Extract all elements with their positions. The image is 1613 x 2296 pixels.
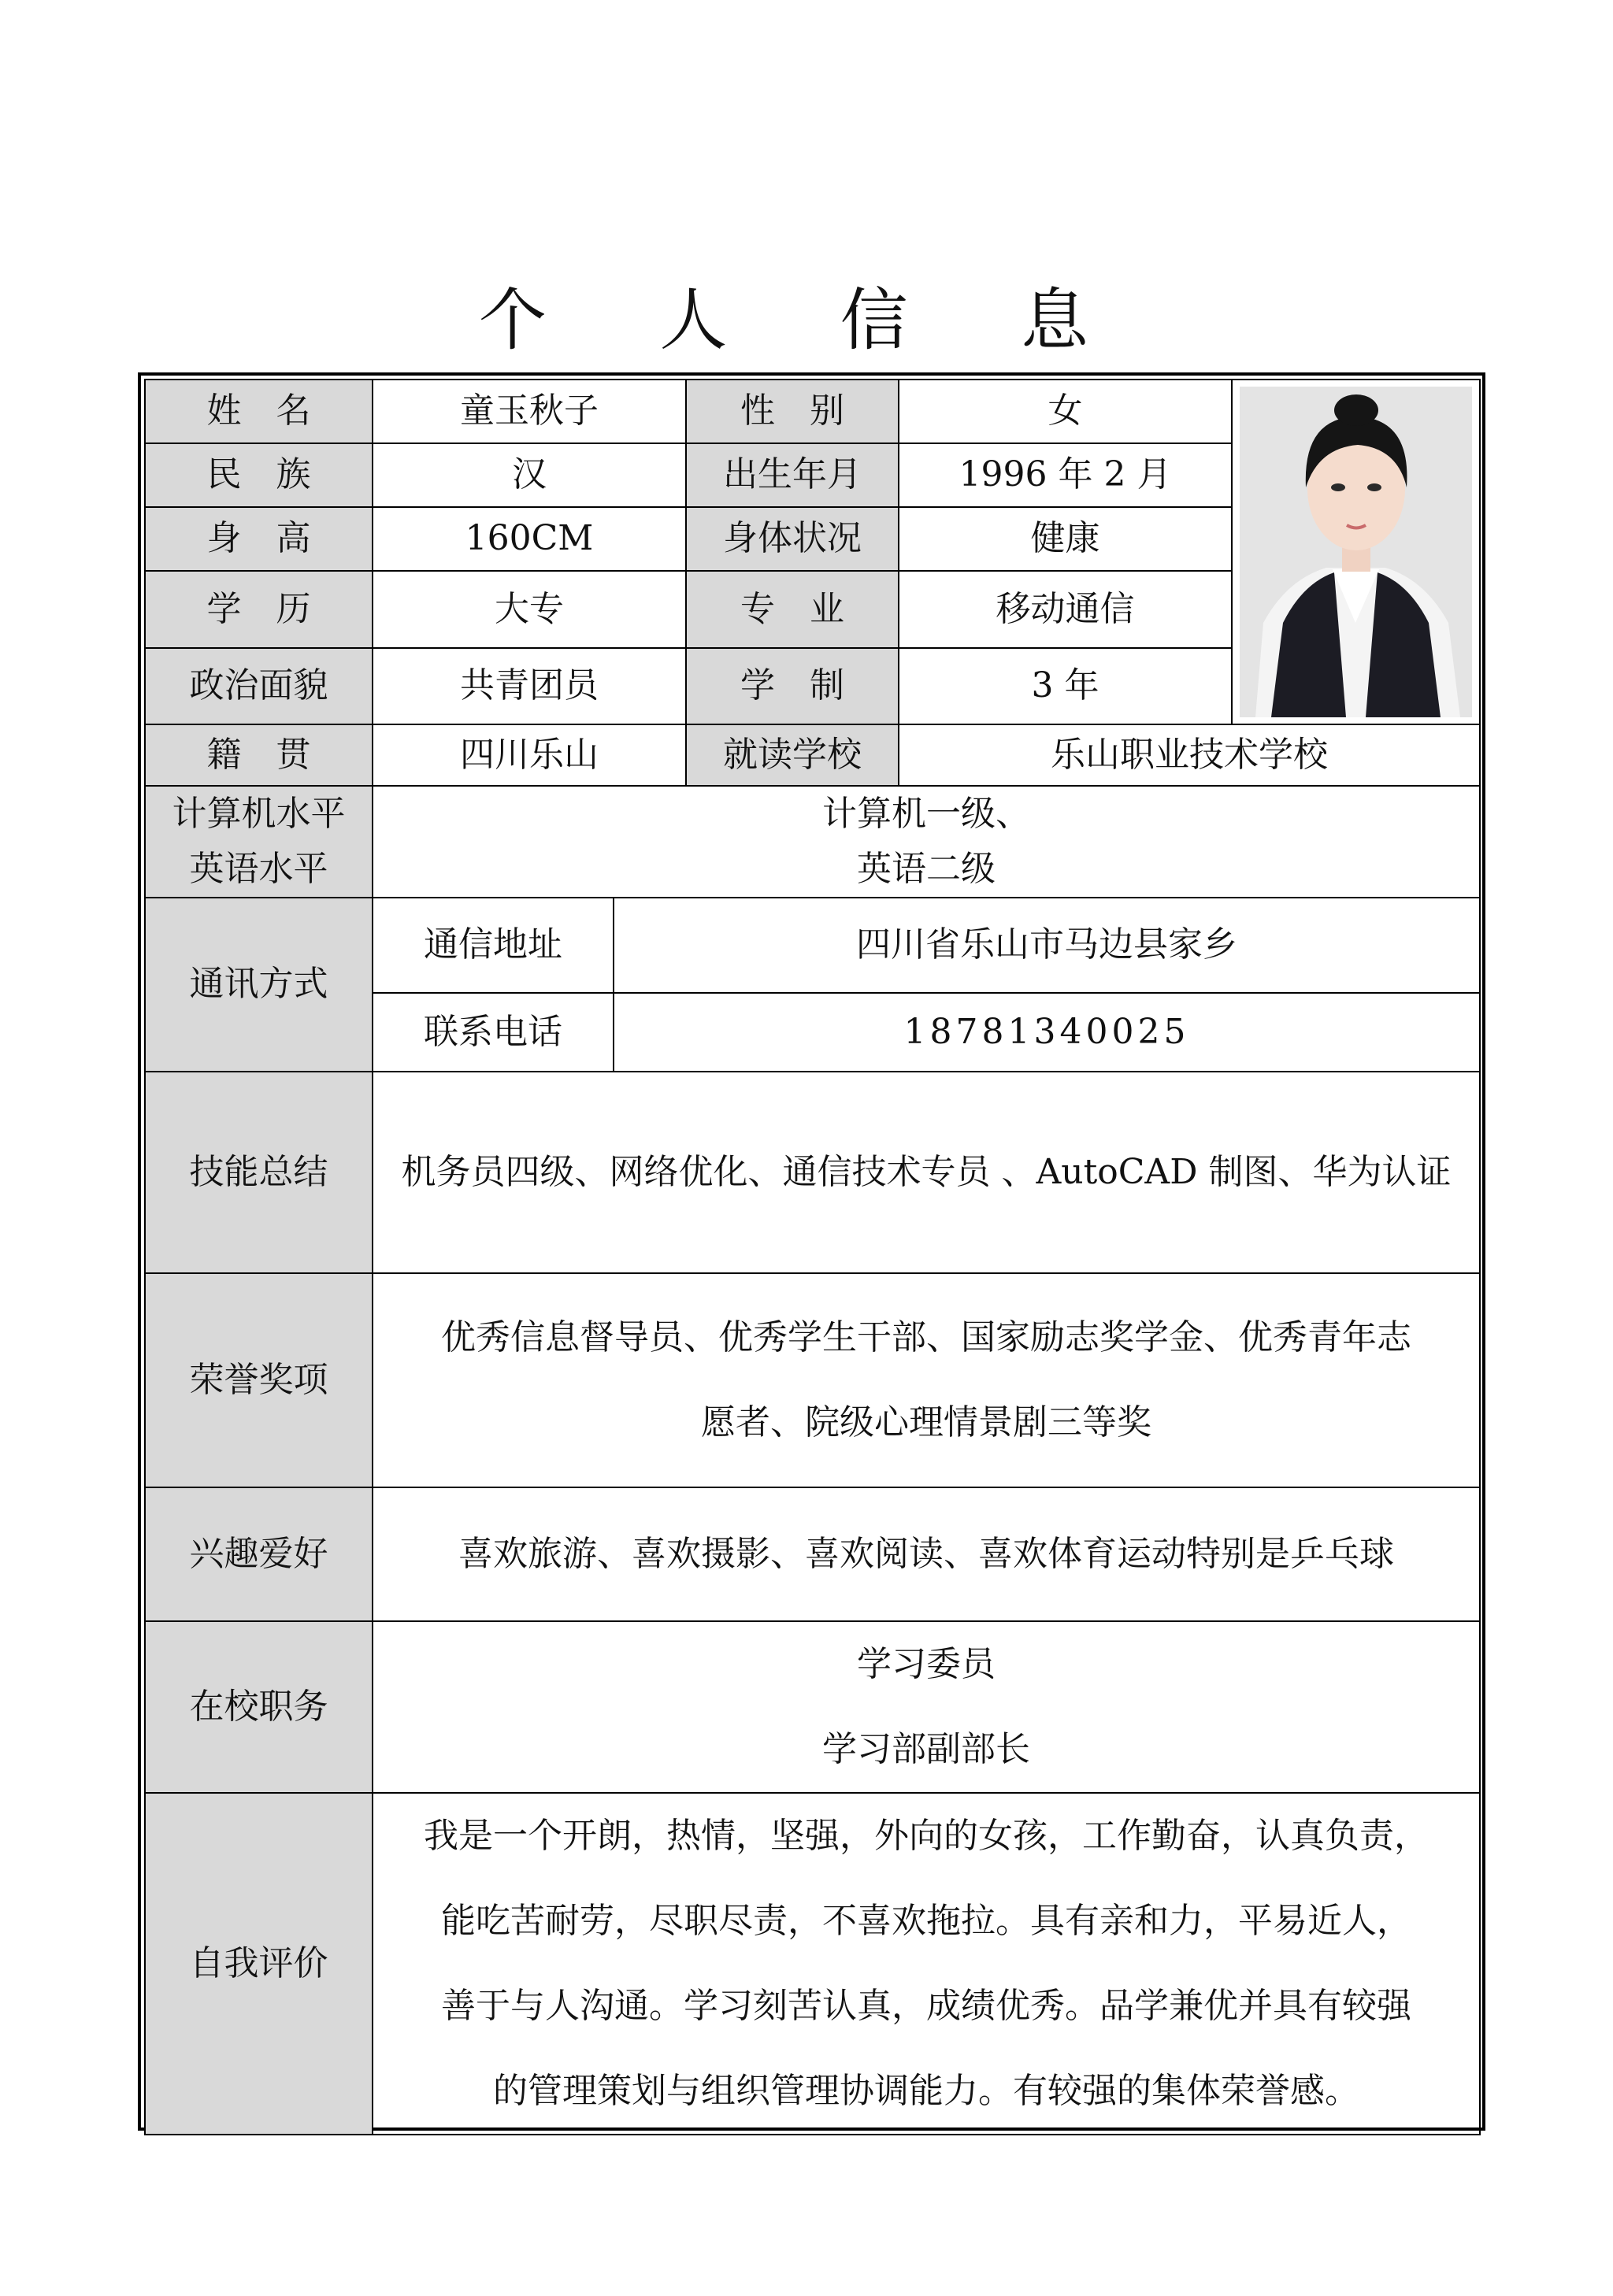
ethnicity-label: 民 族 (145, 443, 373, 507)
health-value: 健康 (899, 507, 1232, 571)
info-table (138, 372, 1485, 2131)
table-row (145, 724, 1480, 786)
education-label: 学 历 (145, 571, 373, 648)
duration-label: 学 制 (686, 648, 899, 724)
phone-label: 联系电话 (373, 993, 614, 1072)
height-label: 身 高 (145, 507, 373, 571)
hobbies-label: 兴趣爱好 (145, 1487, 373, 1621)
honors-label: 荣誉奖项 (145, 1273, 373, 1487)
school-value: 乐山职业技术学校 (899, 724, 1480, 786)
birth-value: 1996 年 2 月 (899, 443, 1232, 507)
table-row (145, 1072, 1480, 1273)
photo-cell (1232, 380, 1480, 724)
self-eval-line3: 善于与人沟通。学习刻苦认真，成绩优秀。品学兼优并具有较强 (441, 1986, 1411, 2026)
levels-label-line1: 计算机水平 (172, 794, 346, 834)
address-value: 四川省乐山市马边县家乡 (614, 898, 1480, 993)
duration-value: 3 年 (899, 648, 1232, 724)
hometown-label: 籍 贯 (145, 724, 373, 786)
health-label: 身体状况 (686, 507, 899, 571)
self-eval-label: 自我评价 (145, 1793, 373, 2135)
politics-value: 共青团员 (373, 648, 686, 724)
positions-line1: 学习委员 (857, 1644, 996, 1684)
skills-value: 机务员四级、网络优化、通信技术专员 、AutoCAD 制图、华为认证 (373, 1072, 1480, 1273)
levels-label (145, 786, 373, 898)
honors-line2: 愿者、院级心理情景剧三等奖 (701, 1402, 1151, 1442)
table-row (145, 786, 1480, 898)
major-label: 专 业 (686, 571, 899, 648)
gender-label: 性 别 (686, 380, 899, 443)
positions-value (373, 1621, 1480, 1793)
ethnicity-value: 汉 (373, 443, 686, 507)
table-row (145, 898, 1480, 993)
levels-value (373, 786, 1480, 898)
self-eval-line4: 的管理策划与组织管理协调能力。有较强的集体荣誉感。 (493, 2071, 1359, 2111)
positions-label: 在校职务 (145, 1621, 373, 1793)
school-label: 就读学校 (686, 724, 899, 786)
hobbies-value: 喜欢旅游、喜欢摄影、喜欢阅读、喜欢体育运动特别是乒乓球 (373, 1487, 1480, 1621)
skills-label: 技能总结 (145, 1072, 373, 1273)
page-title: 个 人 信 息 (478, 281, 1134, 360)
portrait-photo (1240, 387, 1472, 717)
table-row (145, 1273, 1480, 1487)
table-row (145, 1793, 1480, 2135)
gender-value: 女 (899, 380, 1232, 443)
birth-label: 出生年月 (686, 443, 899, 507)
levels-value-line1: 计算机一级、 (822, 794, 1030, 834)
levels-value-line2: 英语二级 (857, 849, 996, 889)
politics-label: 政治面貌 (145, 648, 373, 724)
table-row (145, 1487, 1480, 1621)
education-value: 大专 (373, 571, 686, 648)
contact-label: 通讯方式 (145, 898, 373, 1072)
height-value: 160CM (373, 507, 686, 571)
portrait-illustration (1240, 387, 1472, 717)
table-row (145, 1621, 1480, 1793)
levels-label-line2: 英语水平 (189, 849, 328, 889)
self-eval-value (373, 1793, 1480, 2135)
table-row (145, 380, 1480, 443)
hometown-value: 四川乐山 (373, 724, 686, 786)
honors-line1: 优秀信息督导员、优秀学生干部、国家励志奖学金、优秀青年志 (441, 1317, 1411, 1357)
phone-value: 18781340025 (614, 993, 1480, 1072)
major-value: 移动通信 (899, 571, 1232, 648)
positions-line2: 学习部副部长 (822, 1729, 1030, 1769)
honors-value (373, 1273, 1480, 1487)
name-value: 童玉秋子 (373, 380, 686, 443)
self-eval-line1: 我是一个开朗，热情，坚强，外向的女孩，工作勤奋，认真负责， (424, 1816, 1429, 1856)
self-eval-line2: 能吃苦耐劳，尽职尽责，不喜欢拖拉。具有亲和力，平易近人， (441, 1901, 1411, 1941)
name-label: 姓 名 (145, 380, 373, 443)
address-label: 通信地址 (373, 898, 614, 993)
